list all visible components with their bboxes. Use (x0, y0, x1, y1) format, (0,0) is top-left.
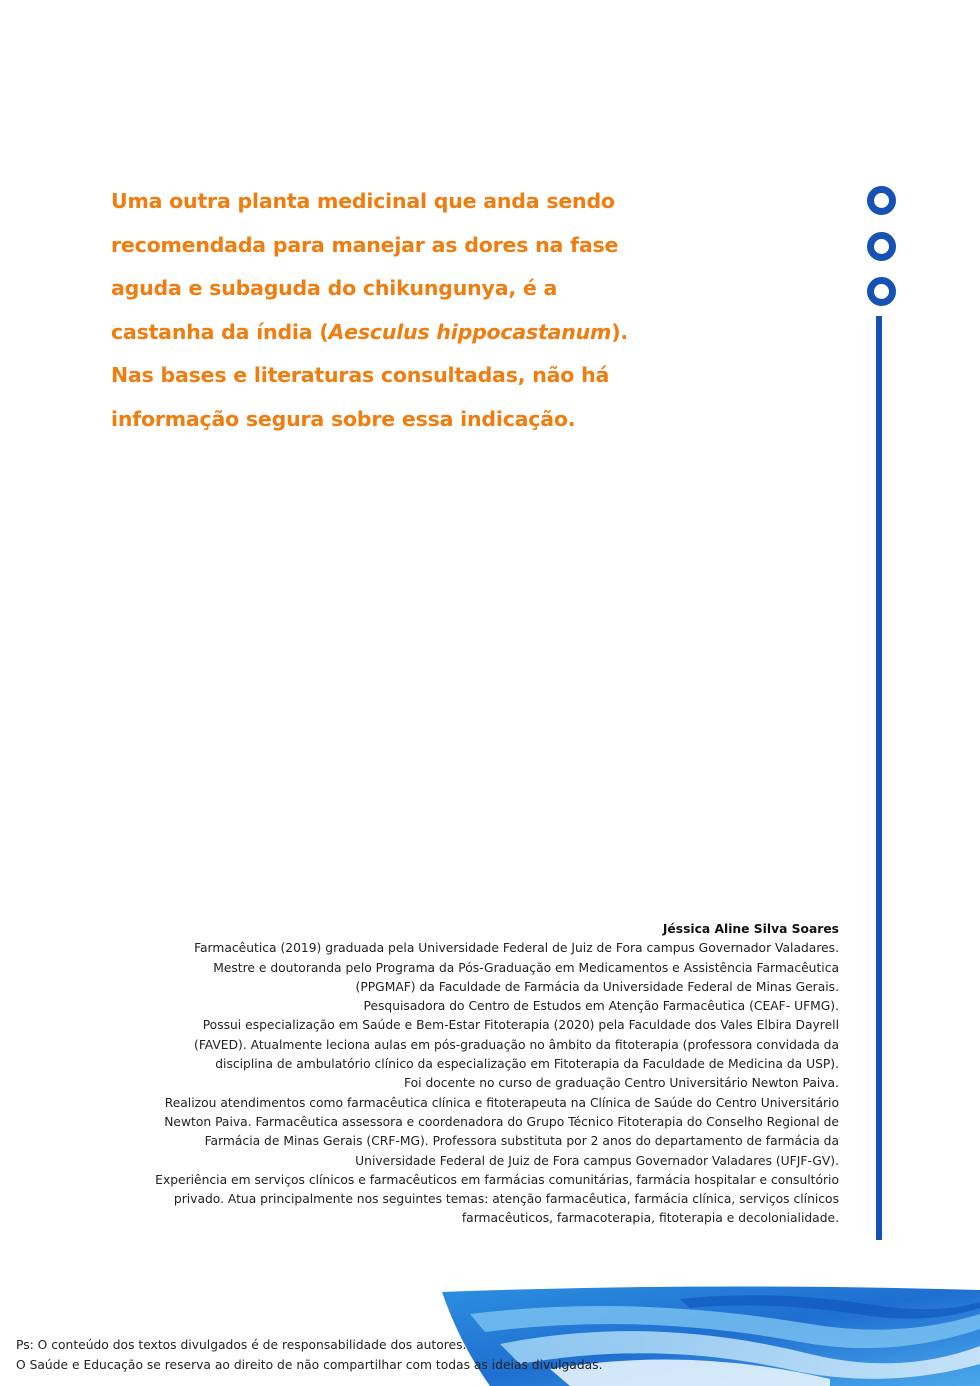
bio-line: privado. Atua principalmente nos seguintes temas: atenção farmacêutica, farmácia clínica, serviços clínicos (173, 1192, 839, 1207)
footer-line-1: Ps: O conteúdo dos textos divulgados é de responsabilidade dos autores. (16, 1338, 467, 1352)
main-highlight-text (111, 180, 631, 441)
bio-line: Newton Paiva. Farmacêutica assessora e coordenadora do Grupo Técnico Fitoterapia do Conselho Regional de (164, 1114, 839, 1129)
main-text-before: Uma outra planta medicinal que anda sendo recomendada para manejar as dores na fase aguda e subaguda do chikungunya, é a castanha da índia ( (111, 189, 619, 344)
bio-line: Experiência em serviços clínicos e farmacêuticos em farmácias comunitárias, farmácia hospitalar e consultório (155, 1172, 839, 1187)
footer-line-2: O Saúde e Educação se reserva ao direito de não compartilhar com todas as ideias divulgadas. (16, 1357, 603, 1372)
author-name: Jéssica Aline Silva Soares (662, 922, 839, 936)
bio-line: Realizou atendimentos como farmacêutica clínica e fitoterapeuta na Clínica de Saúde do Centro Universitário (164, 1095, 839, 1110)
bio-line: (PPGMAF) da Faculdade de Farmácia da Universidade Federal de Minas Gerais. (355, 979, 839, 994)
main-text-after: ). Nas bases e literaturas consultadas, não há informação segura sobre essa indicação. (111, 319, 628, 431)
bio-line: Mestre e doutoranda pelo Programa da Pós-Graduação em Medicamentos e Assistência Farmacêutica (213, 960, 839, 975)
bio-line: Foi docente no curso de graduação Centro Universitário Newton Paiva. (403, 1076, 839, 1091)
author-bio (99, 920, 839, 1229)
bio-line: Possui especialização em Saúde e Bem-Estar Fitoterapia (2020) pela Faculdade dos Vales Elbira Dayrell (202, 1018, 839, 1033)
bio-line: (FAVED). Atualmente leciona aulas em pós-graduação no âmbito da fitoterapia (professora convidada da (194, 1037, 839, 1052)
decorative-circle-icon (867, 232, 896, 261)
decorative-circle-icon (867, 277, 896, 306)
bio-line: Farmácia de Minas Gerais (CRF-MG). Professora substituta por 2 anos do departamento de farmácia da (204, 1134, 839, 1149)
footer-disclaimer (16, 1336, 603, 1375)
bio-line: Farmacêutica (2019) graduada pela Universidade Federal de Juiz de Fora campus Governador Valadares. (194, 941, 839, 956)
decorative-vertical-line (876, 316, 882, 1240)
bio-line: disciplina de ambulatório clínico da especialização em Fitoterapia da Faculdade de Medicina da USP). (215, 1057, 839, 1072)
decorative-circle-icon (867, 186, 896, 215)
bio-line: Pesquisadora do Centro de Estudos em Atenção Farmacêutica (CEAF- UFMG). (363, 999, 839, 1014)
scientific-name: Aesculus hippocastanum (328, 319, 612, 344)
bio-line: farmacêuticos, farmacoterapia, fitoterapia e decolonialidade. (461, 1211, 839, 1226)
bio-line: Universidade Federal de Juiz de Fora campus Governador Valadares (UFJF-GV). (355, 1153, 839, 1168)
